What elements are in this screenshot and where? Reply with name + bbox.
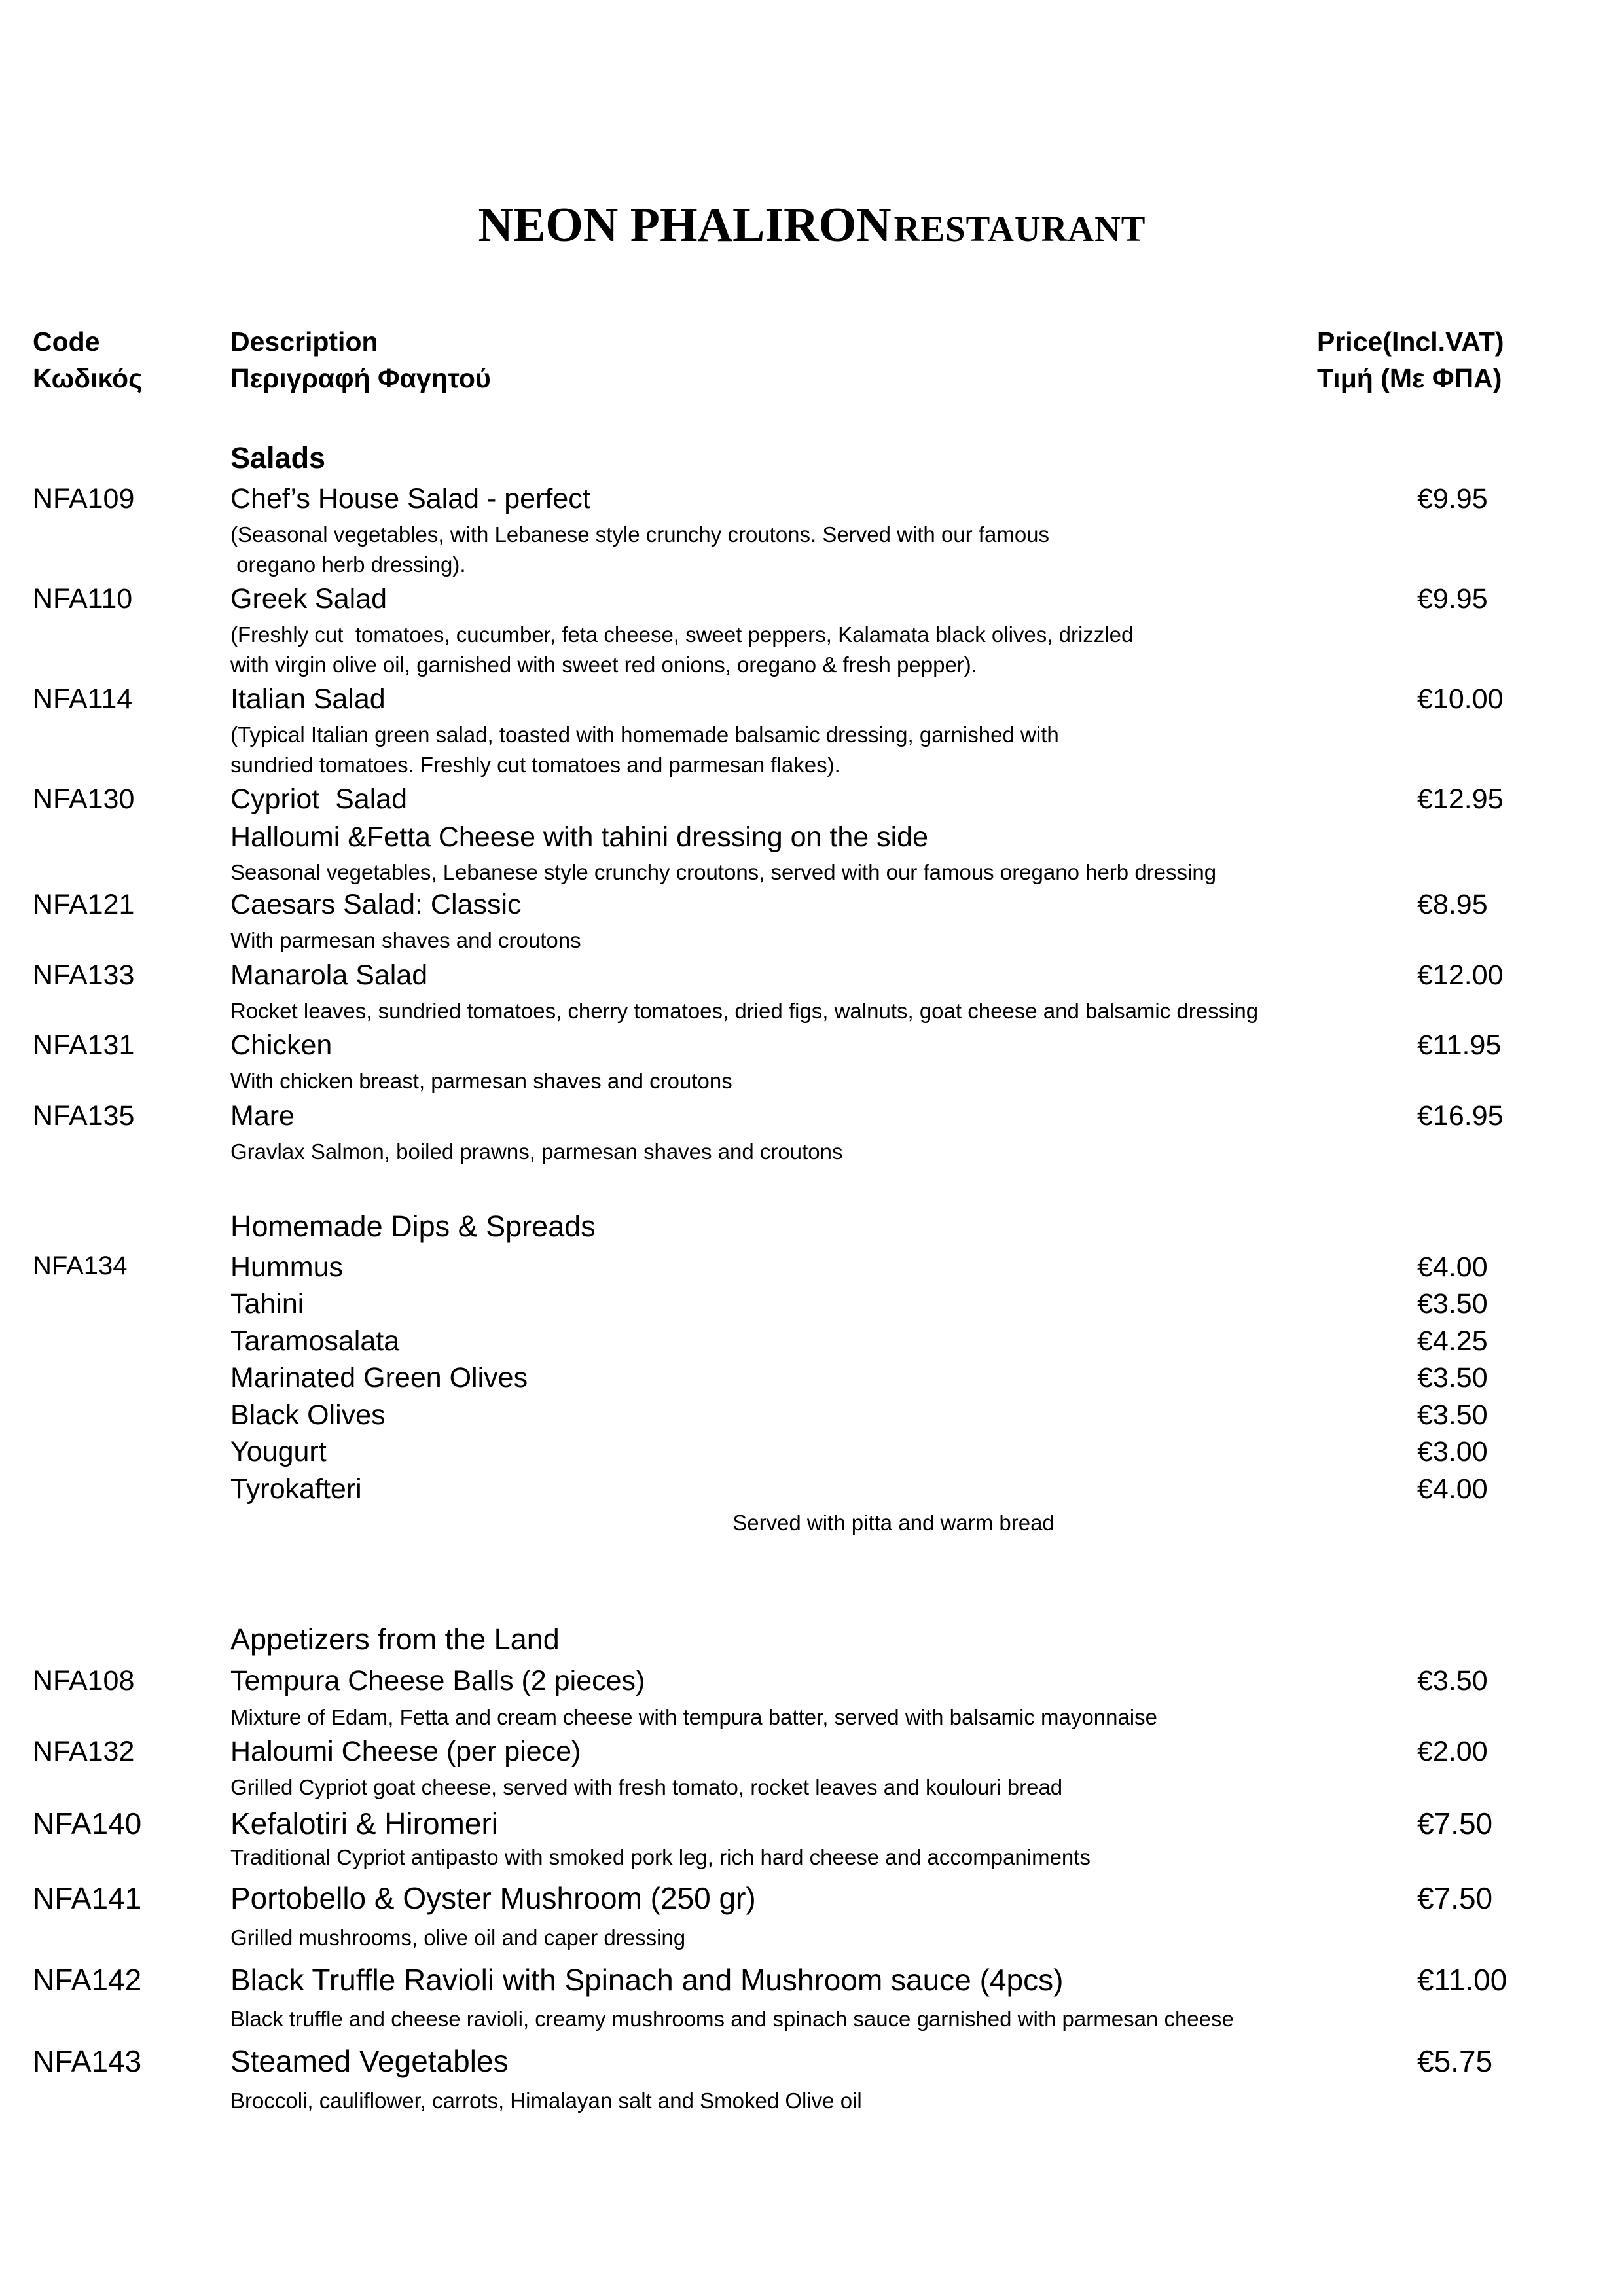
item-name: Manarola Salad	[230, 960, 428, 991]
item-price: €3.00	[1417, 1436, 1488, 1467]
item-code: NFA130	[33, 783, 135, 815]
item-code: NFA143	[33, 2044, 142, 2078]
item-description: with virgin olive oil, garnished with sweet red onions, oregano & fresh pepper).	[230, 653, 977, 677]
code-header-en: Code	[33, 327, 100, 357]
item-price: €4.00	[1417, 1251, 1488, 1283]
item-price: €4.25	[1417, 1325, 1488, 1357]
item-description: Grilled mushrooms, olive oil and caper dressing	[230, 1926, 686, 1950]
item-price: €12.00	[1417, 960, 1504, 991]
item-name: Taramosalata	[230, 1325, 400, 1357]
section-heading-salads: Salads	[230, 441, 326, 475]
item-code: NFA134	[33, 1251, 128, 1280]
item-price: €16.95	[1417, 1100, 1504, 1132]
item-price: €12.95	[1417, 783, 1504, 815]
item-price: €4.00	[1417, 1473, 1488, 1505]
item-code: NFA121	[33, 889, 135, 920]
description-header-gr: Περιγραφή Φαγητού	[230, 363, 491, 393]
item-name: Yougurt	[230, 1436, 327, 1467]
item-description: Seasonal vegetables, Lebanese style crunchy croutons, served with our famous oregano herb dressing	[230, 860, 1217, 884]
price-header	[1317, 323, 1504, 397]
item-description: (Seasonal vegetables, with Lebanese style crunchy croutons. Served with our famous	[230, 522, 1050, 547]
item-description: Rocket leaves, sundried tomatoes, cherry tomatoes, dried figs, walnuts, goat cheese and balsamic dressing	[230, 999, 1259, 1023]
item-name: Italian Salad	[230, 683, 386, 715]
item-price: €9.95	[1417, 483, 1488, 514]
item-price: €3.50	[1417, 1665, 1488, 1696]
item-code: NFA140	[33, 1806, 142, 1840]
item-name: Black Olives	[230, 1399, 386, 1431]
item-description: (Freshly cut tomatoes, cucumber, feta cheese, sweet peppers, Kalamata black olives, drizzled	[230, 622, 1134, 647]
item-description: Grilled Cypriot goat cheese, served with fresh tomato, rocket leaves and koulouri bread	[230, 1775, 1063, 1799]
item-code: NFA135	[33, 1100, 135, 1132]
item-price: €9.95	[1417, 583, 1488, 615]
code-header-gr: Κωδικός	[33, 363, 143, 393]
item-description: oregano herb dressing).	[230, 552, 466, 577]
item-price: €8.95	[1417, 889, 1488, 920]
item-description: (Typical Italian green salad, toasted with homemade balsamic dressing, garnished with	[230, 723, 1059, 747]
item-price: €5.75	[1417, 2044, 1493, 2078]
item-code: NFA108	[33, 1665, 135, 1696]
item-price: €2.00	[1417, 1736, 1488, 1767]
item-description: sundried tomatoes. Freshly cut tomatoes and parmesan flakes).	[230, 753, 840, 777]
item-description: Gravlax Salmon, boiled prawns, parmesan shaves and croutons	[230, 1139, 843, 1164]
item-price: €10.00	[1417, 683, 1504, 715]
dips-note: Served with pitta and warm bread	[732, 1511, 1055, 1535]
section-heading-appetizers: Appetizers from the Land	[230, 1623, 560, 1656]
item-name: Tempura Cheese Balls (2 pieces)	[230, 1665, 645, 1696]
item-name: Greek Salad	[230, 583, 388, 615]
item-name: Kefalotiri & Hiromeri	[230, 1806, 498, 1840]
item-code: NFA131	[33, 1030, 135, 1061]
item-price: €3.50	[1417, 1288, 1488, 1319]
item-name: Chicken	[230, 1030, 333, 1061]
item-name: Mare	[230, 1100, 295, 1132]
item-name: Cypriot Salad	[230, 783, 408, 815]
item-price: €11.00	[1417, 1963, 1507, 1997]
code-header	[33, 323, 142, 397]
item-name: Haloumi Cheese (per piece)	[230, 1736, 581, 1767]
item-code: NFA133	[33, 960, 135, 991]
item-price: €7.50	[1417, 1881, 1493, 1915]
description-header-en: Description	[230, 327, 378, 357]
item-name: Hummus	[230, 1251, 344, 1283]
item-code: NFA109	[33, 483, 135, 514]
item-name: Chef’s House Salad - perfect	[230, 483, 590, 514]
item-description: Broccoli, cauliflower, carrots, Himalayan salt and Smoked Olive oil	[230, 2089, 862, 2113]
item-name: Portobello & Oyster Mushroom (250 gr)	[230, 1881, 756, 1915]
item-price: €11.95	[1417, 1030, 1502, 1061]
title-sub: RESTAURANT	[893, 209, 1146, 249]
item-name: Caesars Salad: Classic	[230, 889, 522, 920]
item-description: Black truffle and cheese ravioli, creamy mushrooms and spinach sauce garnished with parmesan cheese	[230, 2007, 1234, 2031]
description-header	[230, 323, 491, 397]
section-heading-dips: Homemade Dips & Spreads	[230, 1210, 596, 1243]
item-description: With chicken breast, parmesan shaves and croutons	[230, 1069, 732, 1093]
title-main: NEON PHALIRON	[478, 198, 892, 252]
item-price: €3.50	[1417, 1399, 1488, 1431]
item-code: NFA110	[33, 583, 133, 615]
item-name: Tyrokafteri	[230, 1473, 362, 1505]
item-description: Traditional Cypriot antipasto with smoked pork leg, rich hard cheese and accompaniments	[230, 1845, 1091, 1869]
item-code: NFA141	[33, 1881, 142, 1915]
item-price: €3.50	[1417, 1362, 1488, 1393]
item-name: Tahini	[230, 1288, 304, 1319]
item-code: NFA142	[33, 1963, 142, 1997]
item-description: Mixture of Edam, Fetta and cream cheese with tempura batter, served with balsamic mayonnaise	[230, 1705, 1157, 1729]
item-price: €7.50	[1417, 1806, 1493, 1840]
price-header-en: Price(Incl.VAT)	[1317, 327, 1504, 357]
item-name: Marinated Green Olives	[230, 1362, 528, 1393]
item-code: NFA132	[33, 1736, 135, 1767]
item-subtitle: Halloumi &Fetta Cheese with tahini dressing on the side	[230, 821, 929, 853]
item-name: Steamed Vegetables	[230, 2044, 509, 2078]
restaurant-title	[0, 198, 1624, 253]
item-name: Black Truffle Ravioli with Spinach and Mushroom sauce (4pcs)	[230, 1963, 1064, 1997]
item-description: With parmesan shaves and croutons	[230, 928, 581, 952]
item-code: NFA114	[33, 683, 133, 715]
price-header-gr: Τιμή (Με ΦΠΑ)	[1317, 363, 1502, 393]
